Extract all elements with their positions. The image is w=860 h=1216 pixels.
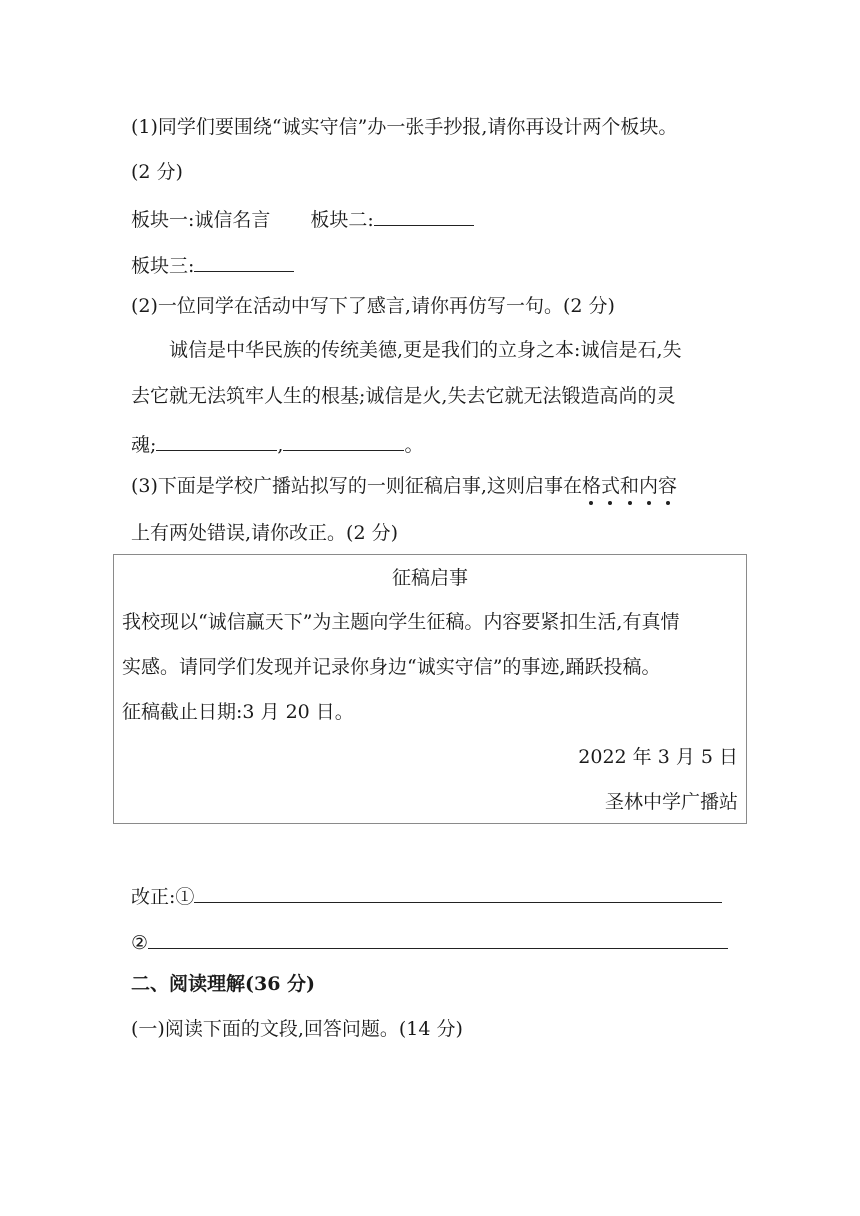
section-subheading: (一)阅读下面的文段,回答问题。(14 分) [131,1018,463,1040]
emphasis-char: 式 [600,475,620,497]
q2-prompt: (2)一位同学在活动中写下了感言,请你再仿写一句。(2 分) [131,295,615,317]
correction-row-1 [131,884,722,907]
q2-comma: , [277,434,284,456]
q3-line1-text: (3)下面是学校广播站拟写的一则征稿启事,这则启事在 [131,475,582,497]
notice-body-line2: 实感。请同学们发现并记录你身边“诚实守信”的事迹,踊跃投稿。 [122,656,661,678]
q2-paragraph-line1: 诚信是中华民族的传统美德,更是我们的立身之本:诚信是石,失 [169,339,682,361]
panel-two-label: 板块二: [310,209,374,231]
notice-date: 2022 年 3 月 5 日 [578,746,738,768]
q2-paragraph-line2: 去它就无法筑牢人生的根基;诚信是火,失去它就无法锻造高尚的灵 [131,385,676,407]
section-heading: 二、阅读理解(36 分) [131,973,316,995]
q2-paragraph-line3 [131,432,423,455]
imitation-blank-1[interactable] [156,432,277,451]
panel-two-blank[interactable] [374,207,474,226]
correction-label-1: 改正:① [131,886,195,908]
notice-signature: 圣林中学广播站 [604,791,738,813]
correction-row-2 [131,930,728,953]
emphasis-char: 内 [639,475,659,497]
panel-row-1 [131,207,474,230]
correction-blank-2[interactable] [148,930,728,949]
emphasis-char: 格 [581,475,601,497]
q3-line1 [131,477,677,496]
imitation-blank-2[interactable] [283,432,404,451]
notice-title: 征稿启事 [391,567,468,589]
q1-score: (2 分) [131,161,183,183]
q1-line1: (1)同学们要围绕“诚实守信”办一张手抄报,请你再设计两个板块。 [131,116,678,138]
notice-body-line1: 我校现以“诚信赢天下”为主题向学生征稿。内容要紧扣生活,有真情 [122,611,680,633]
correction-blank-1[interactable] [194,884,722,903]
q2-period: 。 [404,434,424,456]
q2-line3-start: 魂; [131,434,157,456]
panel-three-label: 板块三: [131,255,195,277]
panel-one-text: 板块一:诚信名言 [131,209,271,231]
emphasis-char: 容 [658,475,678,497]
emphasis-char: 和 [620,475,640,497]
panel-three-blank[interactable] [194,253,294,272]
correction-label-2: ② [131,932,149,954]
q3-line2: 上有两处错误,请你改正。(2 分) [131,522,398,544]
notice-box [113,554,747,824]
notice-deadline: 征稿截止日期:3 月 20 日。 [122,701,354,723]
panel-row-2 [131,253,294,276]
